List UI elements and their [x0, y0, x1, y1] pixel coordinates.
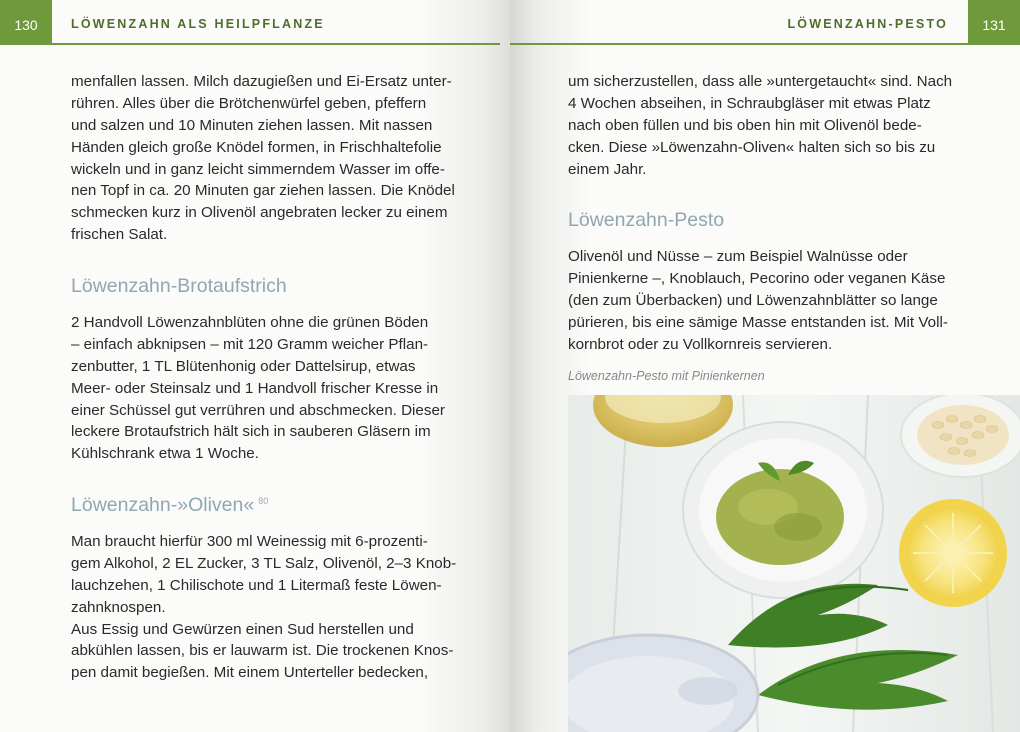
text-line: wickeln und in ganz leicht simmerndem Wasser im offe-: [71, 160, 445, 178]
text-line: einer Schüssel gut verrühren und abschmecken. Dieser: [71, 401, 445, 419]
text-line: Man braucht hierfür 300 ml Weinessig mit 6-prozenti-: [71, 533, 428, 550]
text-line: menfallen lassen. Milch dazugießen und Ei-Ersatz unter-: [71, 73, 452, 90]
heading-oliven-text: Löwenzahn-»Oliven«: [71, 494, 255, 516]
running-head-right: LÖWENZAHN-PESTO: [787, 17, 948, 31]
heading-brotaufstrich: [71, 275, 287, 298]
header-rule-right: [510, 43, 1020, 45]
text-line: schmecken kurz in Olivenöl angebraten lecker zu einem: [71, 204, 448, 222]
text-line: pen damit begießen. Mit einem Unterteller bedecken,: [71, 664, 429, 682]
text-line: – einfach abknipsen – mit 120 Gramm weicher Pflan-: [71, 335, 429, 353]
text-line: leckere Brotaufstrich hält sich in sauberen Gläsern im: [71, 423, 431, 441]
paragraph-oliven: [71, 531, 456, 684]
text-line: Aus Essig und Gewürzen einen Sud herstellen und: [71, 620, 414, 638]
text-line: und salzen und 10 Minuten ziehen lassen. Mit nassen: [71, 116, 433, 134]
photo-caption: Löwenzahn-Pesto mit Pinienkernen: [568, 369, 765, 383]
right-page: [510, 0, 1020, 732]
heading-brotaufstrich-text: Löwenzahn-Brotaufstrich: [71, 275, 287, 297]
text-line: Meer- oder Steinsalz und 1 Handvoll frischer Kresse in: [71, 379, 439, 397]
text-line: einem Jahr.: [568, 160, 647, 178]
text-line: Pinienkerne –, Knoblauch, Pecorino oder veganen Käse: [568, 269, 946, 287]
text-line: rühren. Alles über die Brötchenwürfel geben, pfeffern: [71, 94, 427, 112]
text-line: 2 Handvoll Löwenzahnblüten ohne die grünen Böden: [71, 314, 429, 331]
text-line: zahnknospen.: [71, 598, 166, 616]
page-number-left: 130: [0, 0, 52, 44]
text-line: nach oben füllen und bis oben hin mit Olivenöl bede-: [568, 116, 922, 134]
intro-paragraph-left: [71, 71, 455, 246]
text-line: Händen gleich große Knödel formen, in Frischhaltefolie: [71, 138, 442, 156]
text-line: lauchzehen, 1 Chilischote und 1 Litermaß feste Löwen-: [71, 576, 442, 594]
text-line: 4 Wochen abseihen, in Schraubgläser mit etwas Platz: [568, 94, 931, 112]
footnote-marker: 80: [258, 496, 269, 506]
intro-paragraph-right: [568, 71, 952, 180]
heading-pesto: [568, 209, 724, 232]
text-line: Olivenöl und Nüsse – zum Beispiel Walnüsse oder: [568, 248, 908, 265]
text-line: Kühlschrank etwa 1 Woche.: [71, 445, 259, 463]
text-line: zenbutter, 1 TL Blütenhonig oder Dattelsirup, etwas: [71, 357, 416, 375]
page-number-right: 131: [968, 0, 1020, 44]
paragraph-brotaufstrich: [71, 312, 445, 465]
text-line: gem Alkohol, 2 EL Zucker, 3 TL Salz, Olivenöl, 2–3 Knob-: [71, 554, 457, 572]
text-line: nen Topf in ca. 20 Minuten gar ziehen lassen. Die Knödel: [71, 182, 455, 200]
text-line: (den zum Überbacken) und Löwenzahnblätter so lange: [568, 291, 938, 309]
text-line: um sicherzustellen, dass alle »untergetaucht« sind. Nach: [568, 73, 953, 90]
pesto-photo: [568, 395, 1020, 732]
text-line: frischen Salat.: [71, 226, 168, 244]
text-line: pürieren, bis eine sämige Masse entstanden ist. Mit Voll-: [568, 313, 948, 331]
text-line: abkühlen lassen, bis er lauwarm ist. Die trockenen Knos-: [71, 642, 454, 660]
text-line: cken. Diese »Löwenzahn-Oliven« halten sich so bis zu: [568, 138, 936, 156]
text-line: kornbrot oder zu Vollkornreis servieren.: [568, 335, 833, 353]
pesto-photo-illustration: [568, 395, 1020, 732]
heading-pesto-text: Löwenzahn-Pesto: [568, 209, 725, 231]
running-head-left: LÖWENZAHN ALS HEILPFLANZE: [71, 17, 325, 31]
paragraph-pesto: [568, 246, 948, 355]
heading-oliven: [71, 494, 268, 517]
header-rule-left: [0, 43, 500, 45]
